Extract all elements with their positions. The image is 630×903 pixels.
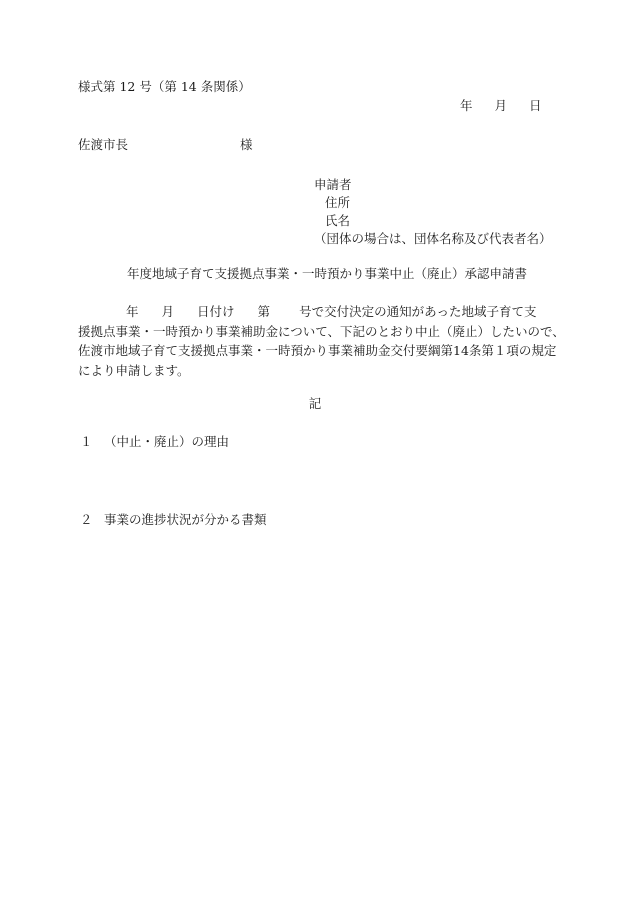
document-title-text: 年度地域子育て支援拠点事業・一時預かり事業中止（廃止）承認申請書: [126, 266, 527, 281]
list-item-1: [80, 436, 229, 449]
item-number: ２: [80, 512, 93, 527]
body-paragraph: [78, 302, 565, 380]
item-label: （中止・廃止）の理由: [104, 434, 230, 449]
body-line-4: により申請します。: [78, 362, 190, 378]
date-line: [460, 100, 542, 113]
applicant-heading: 申請者: [314, 177, 352, 192]
body-line-3: 佐渡市地域子育て支援拠点事業・一時預かり事業補助金交付要綱第14条第１項の規定: [78, 343, 557, 358]
date-year-label: 年: [460, 98, 473, 113]
body-month: 月: [161, 304, 175, 319]
applicant-name-label: 氏名: [325, 213, 351, 228]
document-title: [0, 268, 630, 281]
item-number: １: [80, 434, 93, 449]
applicant-note: （団体の場合は、団体名称及び代表者名）: [314, 231, 552, 246]
ki-marker: [0, 398, 630, 411]
addressee-honorific: 様: [240, 137, 253, 152]
body-line-1: [78, 302, 548, 322]
form-number: 様式第 12 号（第 14 条関係）: [78, 79, 251, 94]
ki-text: 記: [308, 396, 322, 411]
body-dai: 第: [257, 304, 271, 319]
applicant-address-label: 住所: [325, 195, 351, 210]
addressee: [78, 139, 253, 152]
body-line-2: 援拠点事業・一時預かり事業補助金について、下記のとおり中止（廃止）したいので、: [78, 323, 565, 339]
list-item-2: [80, 514, 267, 527]
date-day-label: 日: [529, 98, 542, 113]
body-date-suffix: 日付け: [197, 304, 235, 319]
body-year: 年: [126, 304, 139, 319]
applicant-block: [314, 176, 552, 248]
item-label: 事業の進捗状況が分かる書類: [104, 512, 267, 527]
body-line-1-rest: 号で交付決定の通知があった地域子育て支: [299, 304, 537, 319]
addressee-name: 佐渡市長: [78, 137, 129, 152]
date-month-label: 月: [494, 98, 508, 113]
